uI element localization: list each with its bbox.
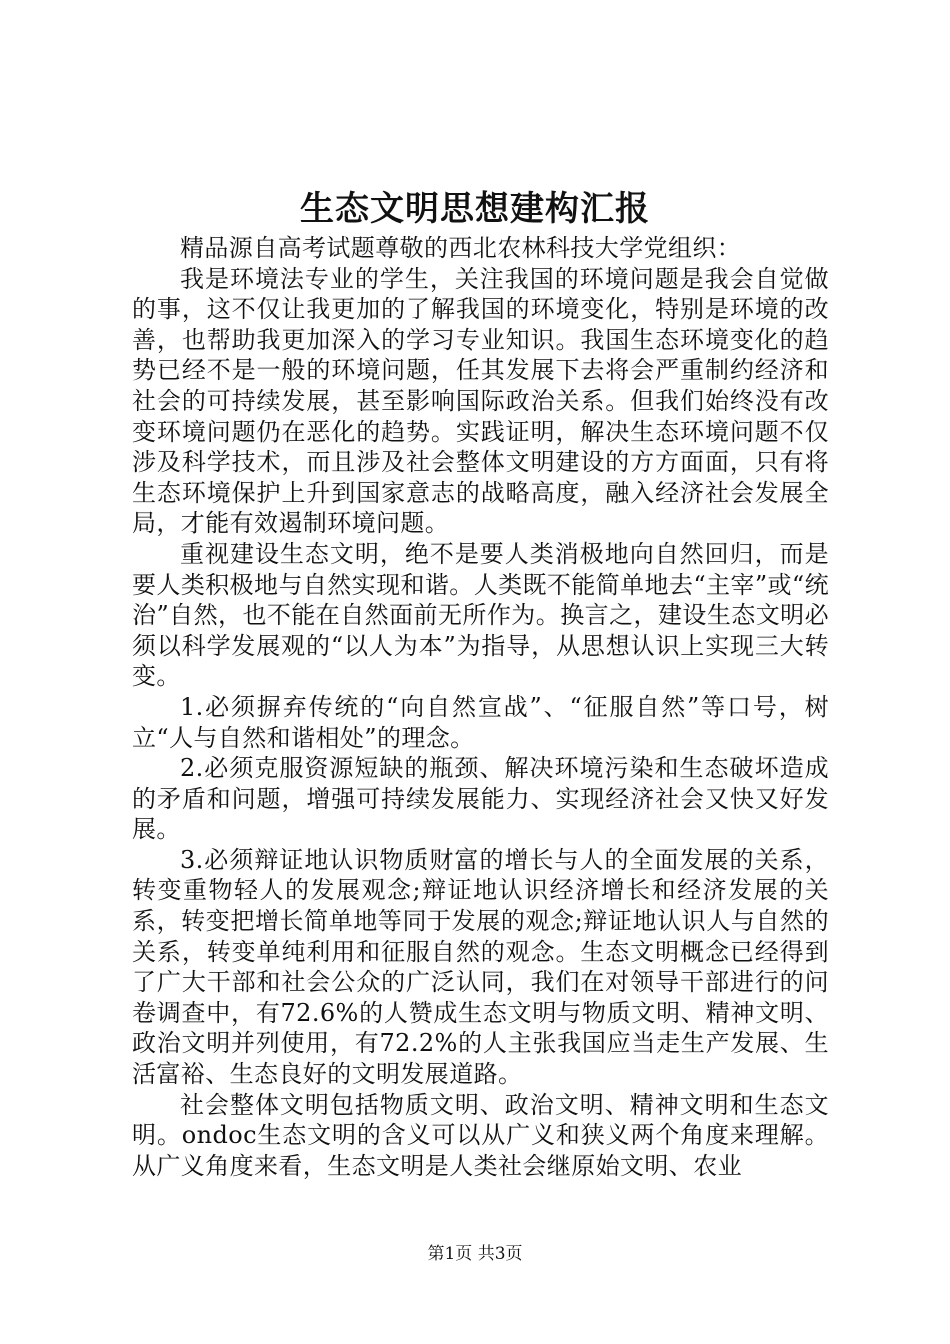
paragraph-2: 重视建设生态文明，绝不是要人类消极地向自然回归，而是要人类积极地与自然实现和谐。人类既不能简单地去“主宰”或“统治”自然，也不能在自然面前无所作为。换言之，建设生态文明必须以科学发展观的“以人为本”为指导，从思想认识上实现三大转变。: [132, 539, 829, 691]
paragraph-salutation: 精品源自高考试题尊敬的西北农林科技大学党组织：: [180, 234, 742, 262]
paragraph-6: 社会整体文明包括物质文明、政治文明、精神文明和生态文明。ondoc生态文明的含义可以从广义和狭义两个角度来理解。从广义角度来看，生态文明是人类社会继原始文明、农业: [132, 1090, 829, 1180]
document-title: 生态文明思想建构汇报: [300, 189, 650, 229]
paragraph-point-2: 2.必须克服资源短缺的瓶颈、解决环境污染和生态破坏造成的矛盾和问题，增强可持续发展能力、实现经济社会又快又好发展。: [132, 754, 829, 844]
page-number-footer: 第1页 共3页: [427, 1244, 523, 1264]
paragraph-point-1: 1.必须摒弃传统的“向自然宣战”、“征服自然”等口号，树立“人与自然和谐相处”的理念。: [132, 692, 829, 752]
paragraph-point-3: 3.必须辩证地认识物质财富的增长与人的全面发展的关系，转变重物轻人的发展观念;辩证地认识经济增长和经济发展的关系，转变把增长简单地等同于发展的观念;辩证地认识人与自然的关系，转变单纯利用和征服自然的观念。生态文明概念已经得到了广大干部和社会公众的广泛认同，我们在对领导干部进行的问卷调查中，有72.6%的人赞成生态文明与物质文明、精神文明、政治文明并列使用，有72.2%的人主张我国应当走生产发展、生活富裕、生态良好的文明发展道路。: [132, 845, 829, 1089]
document-body: [132, 233, 829, 1181]
paragraph-1: 我是环境法专业的学生，关注我国的环境问题是我会自觉做的事，这不仅让我更加的了解我国的环境变化，特别是环境的改善，也帮助我更加深入的学习专业知识。我国生态环境变化的趋势已经不是一般的环境问题，任其发展下去将会严重制约经济和社会的可持续发展，甚至影响国际政治关系。但我们始终没有改变环境问题仍在恶化的趋势。实践证明，解决生态环境问题不仅涉及科学技术，而且涉及社会整体文明建设的方方面面，只有将生态环境保护上升到国家意志的战略高度，融入经济社会发展全局，才能有效遏制环境问题。: [132, 264, 829, 538]
